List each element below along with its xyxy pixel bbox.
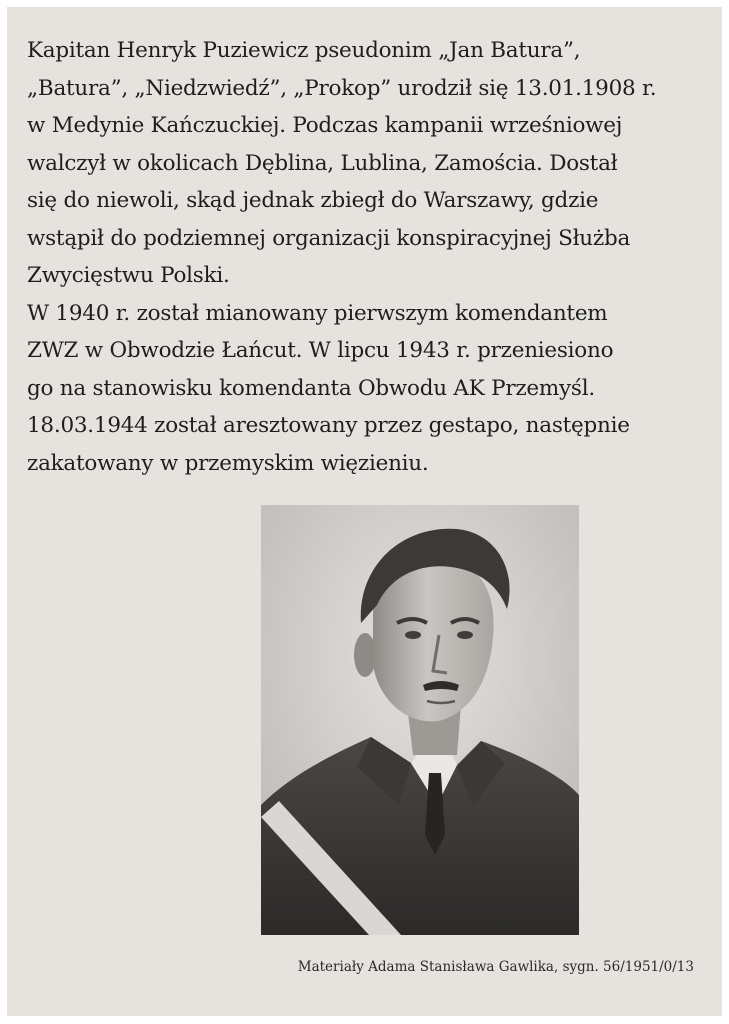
biography-line: w Medynie Kańczuckiej. Podczas kampanii wrześniowej	[27, 113, 623, 138]
biography-line: Zwycięstwu Polski.	[27, 263, 230, 288]
portrait-photo	[261, 505, 579, 935]
biography-line: wstąpił do podziemnej organizacji konspiracyjnej Służba	[27, 225, 631, 251]
biography-line: ZWZ w Obwodzie Łańcut. W lipcu 1943 r. przeniesiono	[27, 338, 614, 363]
biography-line: W 1940 r. został mianowany pierwszym komendantem	[27, 300, 608, 326]
portrait-image	[261, 505, 579, 935]
biography-line: walczył w okolicach Dęblina, Lublina, Zamościa. Dostał	[27, 150, 618, 176]
biography-line: zakatowany w przemyskim więzieniu.	[27, 450, 429, 476]
biography-line: 18.03.1944 został aresztowany przez gestapo, następnie	[27, 413, 630, 438]
biography-text	[27, 32, 717, 482]
photo-caption: Materiały Adama Stanisława Gawlika, sygn. 56/1951/0/13	[297, 959, 694, 975]
biography-line: go na stanowisku komendanta Obwodu AK Przemyśl.	[27, 375, 595, 401]
document-page	[7, 7, 722, 1016]
biography-line: się do niewoli, skąd jednak zbiegł do Warszawy, gdzie	[27, 188, 599, 213]
biography-line: Kapitan Henryk Puziewicz pseudonim „Jan Batura”,	[27, 38, 581, 63]
biography-line: „Batura”, „Niedzwiedź”, „Prokop” urodził się 13.01.1908 r.	[27, 75, 657, 101]
